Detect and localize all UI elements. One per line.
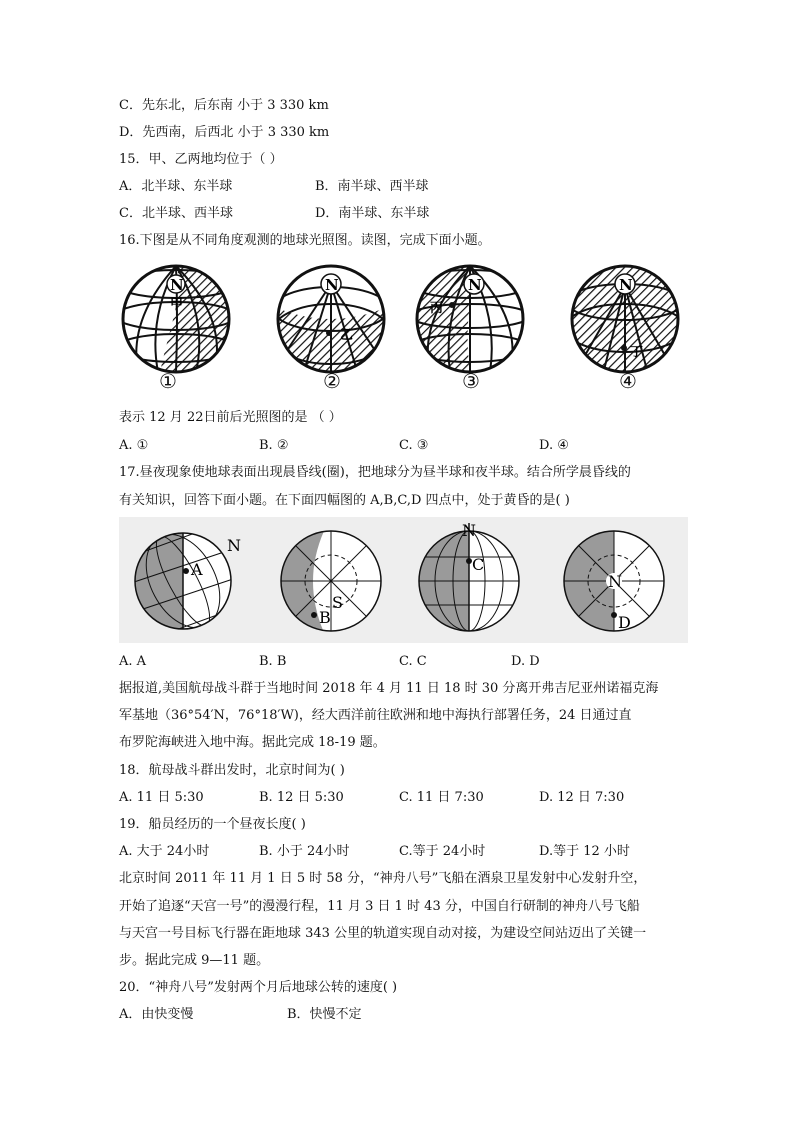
globe-4-pole-label: N: [619, 276, 633, 294]
q14-option-d: D．先西南，后西北 小于 3 330 km: [119, 125, 330, 140]
q15-option-b: B．南半球、西半球: [315, 179, 429, 194]
q17-option-c: C. C: [399, 654, 427, 669]
panel-a-pole-label: N: [227, 536, 241, 555]
q17-stem-line2: 有关知识，回答下面小题。在下面四幅图的 A,B,C,D 四点中，处于黄昏的是( ): [119, 493, 570, 508]
q17-option-a: A. A: [119, 654, 147, 669]
q16-stem: 表示 12 月 22日前后光照图的是 （ ）: [119, 410, 342, 425]
globe-4-point-label: 丁: [630, 345, 644, 360]
passage-18-19-line2: 军基地（36°54′N，76°18′W)，经大西洋前往欧洲和地中海执行部署任务，24 日通过直: [119, 708, 632, 723]
q16-option-b: B. ②: [259, 438, 289, 453]
q15-option-a: A．北半球、东半球: [119, 179, 233, 194]
q18-option-a: A. 11 日 5:30: [119, 790, 204, 805]
point-c-label: C: [472, 555, 485, 574]
q20-stem: 20．“神舟八号”发射两个月后地球公转的速度( ): [119, 980, 398, 995]
q19-stem: 19．船员经历的一个昼夜长度( ): [119, 817, 306, 832]
globe-4-number: ④: [619, 369, 637, 393]
globe-4: [565, 264, 688, 384]
passage-20-line4: 步。据此完成 9—11 题。: [119, 953, 270, 968]
q16-option-a: A. ①: [119, 438, 149, 453]
q15-option-d: D．南半球、东半球: [315, 206, 430, 221]
q18-stem: 18．航母战斗群出发时，北京时间为( ): [119, 763, 345, 778]
globe-3-pole-label: N: [468, 276, 482, 294]
globe-1: [118, 264, 248, 384]
panel-b-pole-label: S: [332, 593, 343, 612]
panel-c-pole-label: N: [462, 521, 476, 540]
panel-d-pole-label: N: [608, 572, 622, 591]
q19-option-a: A. 大于 24小时: [119, 844, 210, 859]
point-b-label: B: [319, 608, 331, 627]
q20-option-b: B．快慢不定: [287, 1007, 362, 1022]
q14-option-c: C．先东北，后东南 小于 3 330 km: [119, 98, 329, 113]
q18-option-d: D. 12 日 7:30: [539, 790, 625, 805]
globe-3-point-label: 丙: [430, 301, 444, 316]
globe-1-number: ①: [159, 369, 177, 393]
globe-3: [410, 264, 530, 384]
q16-globe-figure: [118, 264, 688, 396]
globe-1-point-label: 甲: [170, 297, 184, 312]
passage-18-19-line1: 据报道,美国航母战斗群于当地时间 2018 年 4 月 11 日 18 时 30 分离开弗吉尼亚州诺福克海: [119, 681, 659, 696]
passage-20-line2: 开始了追逐“天宫一号”的漫漫行程，11 月 3 日 1 时 43 分，中国自行研制的神舟八号飞船: [119, 899, 640, 914]
q20-option-a: A．由快变慢: [119, 1007, 194, 1022]
q19-option-b: B. 小于 24小时: [259, 844, 350, 859]
passage-20-line3: 与天宫一号目标飞行器在距地球 343 公里的轨道实现自动对接，为建设空间站迈出了关键一: [119, 926, 647, 941]
q17-stem-line1: 17.昼夜现象使地球表面出现晨昏线(圈)，把地球分为昼半球和夜半球。结合所学晨昏线的: [119, 465, 631, 480]
q19-option-c: C.等于 24小时: [399, 844, 486, 859]
q16-intro: 16.下图是从不同角度观测的地球光照图。读图，完成下面小题。: [119, 233, 491, 248]
point-a-label: A: [191, 560, 203, 579]
globe-2-number: ②: [323, 369, 341, 393]
q15-option-c: C．北半球、西半球: [119, 206, 233, 221]
globe-2-point-label: 乙: [340, 328, 354, 343]
passage-18-19-line3: 布罗陀海峡进入地中海。据此完成 18-19 题。: [119, 735, 386, 750]
q17-option-b: B. B: [259, 654, 287, 669]
q18-option-b: B. 12 日 5:30: [259, 790, 344, 805]
globe-1-pole-label: N: [170, 276, 184, 294]
q19-option-d: D.等于 12 小时: [539, 844, 630, 859]
q17-option-d: D. D: [511, 654, 540, 669]
q17-daylight-figure: [119, 517, 688, 643]
q16-option-c: C. ③: [399, 438, 429, 453]
q15-stem: 15．甲、乙两地均位于（ ）: [119, 152, 283, 167]
passage-20-line1: 北京时间 2011 年 11 月 1 日 5 时 58 分，“神舟八号”飞船在酒泉卫星发射中心发射升空，: [119, 871, 647, 886]
q18-option-c: C. 11 日 7:30: [399, 790, 484, 805]
globe-2: [268, 266, 394, 384]
q16-option-d: D. ④: [539, 438, 569, 453]
point-d-label: D: [618, 613, 631, 632]
globe-3-number: ③: [462, 369, 480, 393]
globe-2-pole-label: N: [325, 276, 339, 294]
